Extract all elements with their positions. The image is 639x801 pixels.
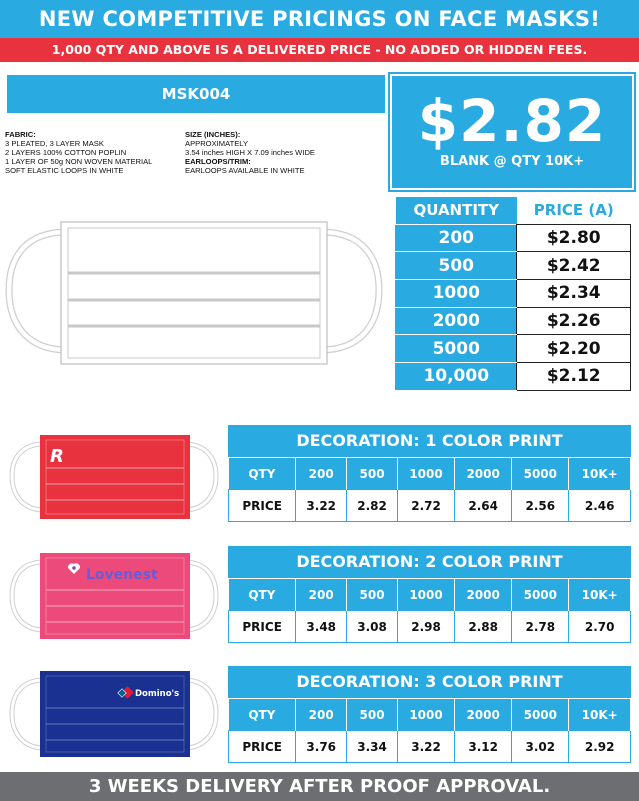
price-cell: 2.98 — [397, 611, 454, 643]
price-cell: 3.08 — [347, 611, 398, 643]
blank-mask-image — [5, 218, 383, 368]
decoration-2-color-table — [228, 546, 631, 643]
price-cell: $2.26 — [517, 307, 631, 335]
mask-logo-text: R — [50, 446, 64, 467]
blue-mask-image — [8, 668, 223, 760]
qty-cell: 10K+ — [569, 699, 631, 731]
qty-cell: 500 — [347, 458, 398, 490]
quantity-cell: 10,000 — [396, 362, 517, 390]
price-cell: 2.56 — [512, 490, 569, 522]
price-cell: 3.22 — [397, 731, 454, 763]
price-cell: 2.78 — [512, 611, 569, 643]
qty-cell: 1000 — [397, 458, 454, 490]
quantity-price-table — [395, 197, 631, 391]
price-cell: 3.34 — [347, 731, 398, 763]
qty-cell: 1000 — [397, 699, 454, 731]
price-cell: 2.82 — [347, 490, 398, 522]
price-cell: $2.34 — [517, 279, 631, 307]
qty-cell: 2000 — [455, 699, 512, 731]
delivery-footer: 3 WEEKS DELIVERY AFTER PROOF APPROVAL. — [0, 772, 639, 801]
red-mask-image — [8, 432, 223, 522]
quantity-cell: 500 — [396, 252, 517, 280]
page-title: NEW COMPETITIVE PRICINGS ON FACE MASKS! — [0, 0, 639, 38]
qty-cell: 200 — [296, 458, 347, 490]
price-cell: $2.42 — [517, 252, 631, 280]
price-cell: 3.02 — [512, 731, 569, 763]
price-label: PRICE — [229, 731, 296, 763]
qty-cell: 10K+ — [569, 579, 631, 611]
fabric-line: 1 LAYER OF 50g NON WOVEN MATERIAL — [5, 157, 153, 166]
featured-price-box — [392, 76, 632, 188]
decoration-3-color-table — [228, 666, 631, 763]
qty-cell: 200 — [296, 699, 347, 731]
qty-label: QTY — [229, 579, 296, 611]
qty-cell: 500 — [347, 699, 398, 731]
qty-label: QTY — [229, 699, 296, 731]
quantity-cell: 1000 — [396, 279, 517, 307]
table-row — [229, 458, 631, 490]
decoration-title: DECORATION: 1 COLOR PRINT — [228, 425, 631, 457]
fabric-heading: FABRIC: — [5, 130, 36, 139]
price-cell: $2.80 — [517, 224, 631, 252]
featured-price-caption: BLANK @ QTY 10K+ — [439, 154, 585, 169]
qty-cell: 5000 — [512, 579, 569, 611]
delivery-notice-banner: 1,000 QTY AND ABOVE IS A DELIVERED PRICE - NO ADDED OR HIDDEN FEES. — [0, 38, 639, 62]
decoration-title: DECORATION: 3 COLOR PRINT — [228, 666, 631, 698]
price-cell: 2.92 — [569, 731, 631, 763]
decoration-title: DECORATION: 2 COLOR PRINT — [228, 546, 631, 578]
decoration-1-color-table — [228, 425, 631, 522]
size-line: 3.54 inches HIGH X 7.09 inches WIDE — [185, 148, 315, 157]
table-row — [229, 490, 631, 522]
qty-cell: 10K+ — [569, 458, 631, 490]
price-cell: $2.12 — [517, 362, 631, 390]
size-heading: SIZE (INCHES): — [185, 130, 241, 139]
mask-logo-text: Domino's — [135, 689, 180, 699]
mask-body — [40, 671, 190, 757]
table-row — [229, 611, 631, 643]
qty-label: QTY — [229, 458, 296, 490]
price-cell: 2.72 — [397, 490, 454, 522]
price-header: PRICE (A) — [517, 197, 631, 224]
price-cell: 2.88 — [455, 611, 512, 643]
price-cell: 3.12 — [455, 731, 512, 763]
qty-cell: 1000 — [397, 579, 454, 611]
featured-price: $2.82 — [417, 87, 607, 155]
table-row — [396, 362, 631, 390]
price-cell: 2.70 — [569, 611, 631, 643]
qty-cell: 2000 — [455, 458, 512, 490]
fabric-line: 3 PLEATED, 3 LAYER MASK — [5, 139, 104, 148]
price-cell: 3.48 — [296, 611, 347, 643]
price-label: PRICE — [229, 490, 296, 522]
price-cell: 3.22 — [296, 490, 347, 522]
earloops-heading: EARLOOPS/TRIM: — [185, 157, 251, 166]
table-row — [396, 307, 631, 335]
price-cell: 3.76 — [296, 731, 347, 763]
qty-cell: 500 — [347, 579, 398, 611]
fabric-specs — [5, 130, 185, 175]
quantity-cell: 200 — [396, 224, 517, 252]
qty-cell: 200 — [296, 579, 347, 611]
price-cell: $2.20 — [517, 335, 631, 363]
price-label: PRICE — [229, 611, 296, 643]
table-row — [229, 579, 631, 611]
table-row — [396, 335, 631, 363]
price-cell: 2.46 — [569, 490, 631, 522]
table-row — [396, 224, 631, 252]
quantity-cell: 2000 — [396, 307, 517, 335]
product-sku: MSK004 — [7, 75, 385, 113]
mask-body — [40, 553, 190, 639]
size-line: APPROXIMATELY — [185, 139, 249, 148]
quantity-cell: 5000 — [396, 335, 517, 363]
fabric-line: 2 LAYERS 100% COTTON POPLIN — [5, 148, 127, 157]
qty-cell: 5000 — [512, 458, 569, 490]
quantity-header: QUANTITY — [396, 197, 517, 224]
table-row — [396, 279, 631, 307]
size-specs — [185, 130, 385, 175]
table-row — [396, 252, 631, 280]
qty-cell: 5000 — [512, 699, 569, 731]
table-row — [229, 731, 631, 763]
fabric-line: SOFT ELASTIC LOOPS IN WHITE — [5, 166, 124, 175]
pink-mask-image — [8, 550, 223, 642]
mask-logo-text: Lovenest — [86, 567, 158, 583]
qty-cell: 2000 — [455, 579, 512, 611]
earloops-text: EARLOOPS AVAILABLE IN WHITE — [185, 166, 305, 175]
price-cell: 2.64 — [455, 490, 512, 522]
table-row — [229, 699, 631, 731]
